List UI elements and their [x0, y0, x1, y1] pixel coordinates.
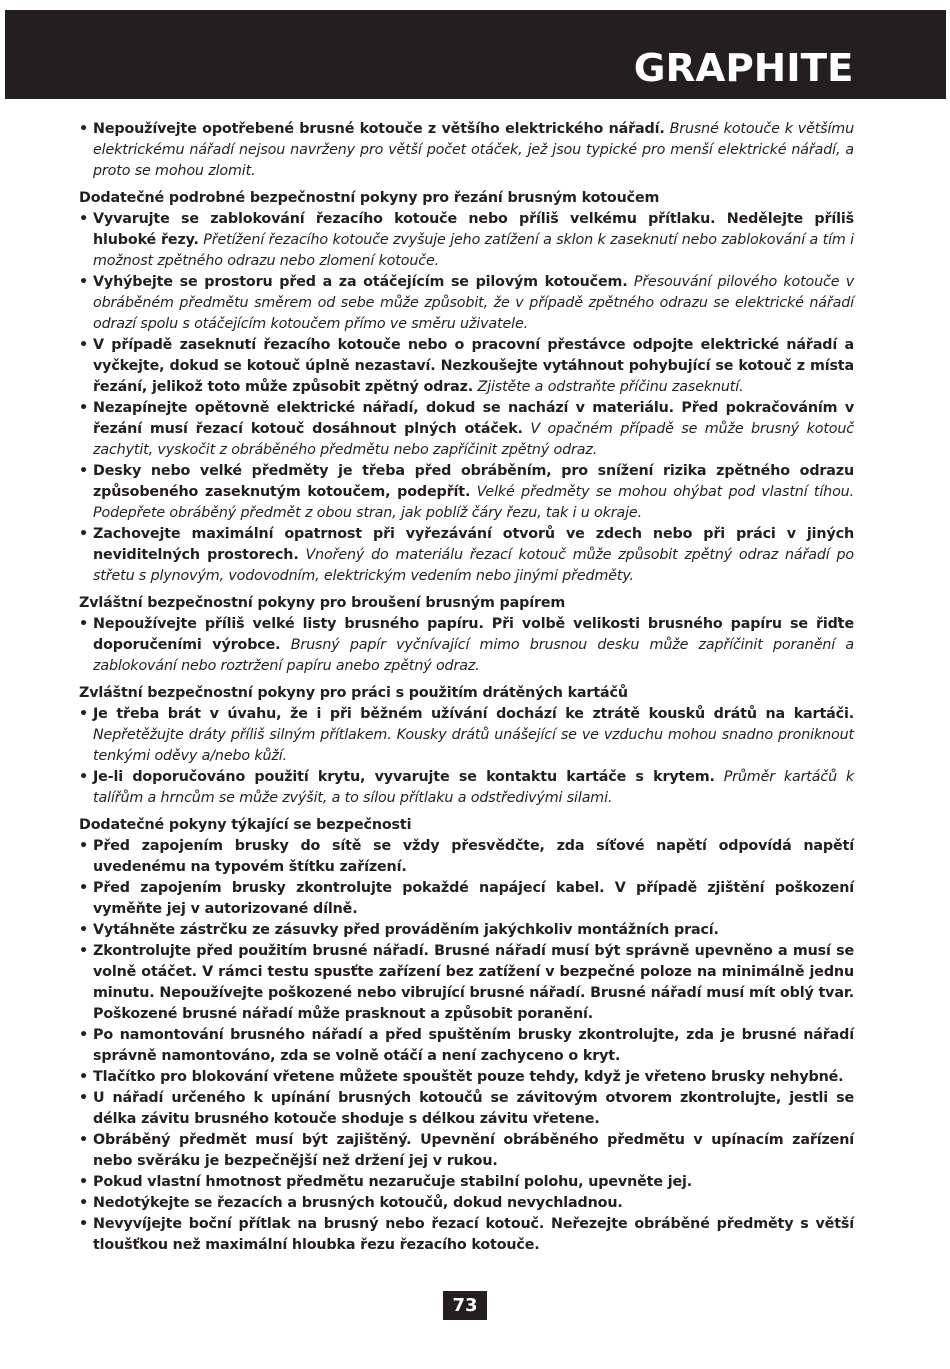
bullet-bold-text: Nedotýkejte se řezacích a brusných kotoučů, dokud nevychladnou. [93, 1195, 623, 1211]
bullet-icon: • [79, 1132, 88, 1148]
bullet-bold-text: Nepoužívejte příliš velké listy brusného papíru. Při volbě velikosti brusného papíru se řiďte doporučeními výrobce. [93, 616, 854, 653]
page-number: 73 [443, 1291, 487, 1320]
bullet-icon: • [79, 769, 88, 785]
bullet-icon: • [79, 463, 88, 479]
bullet-item [79, 920, 854, 941]
bullet-bold-text: Obráběný předmět musí být zajištěný. Upevnění obráběného předmětu v upínacím zařízení nebo svěráku je bezpečnější než držení jej v rukou. [93, 1132, 854, 1169]
bullet-item [79, 209, 854, 272]
bullet-item [79, 614, 854, 677]
bullet-item [79, 704, 854, 767]
bullet-bold-text: Desky nebo velké předměty je třeba před obráběním, pro snížení rizika zpětného odrazu způsobeného zaseknutým kotoučem, podepřít. [93, 463, 854, 500]
bullet-italic-text: Průměr kartáčů k talířům a hrncům se může zvýšit, a to sílou přítlaku a odstředivými silami. [93, 769, 854, 806]
bullet-bold-text: Nezapínejte opětovně elektrické nářadí, dokud se nachází v materiálu. Před pokračováním v řezání musí řezací kotouč dosáhnout plných otáček. [93, 400, 854, 437]
bullet-bold-text: Po namontování brusného nářadí a před spuštěním brusky zkontrolujte, zda je brusné nářadí správně namontováno, zda se volně otáčí a není zachyceno o kryt. [93, 1027, 854, 1064]
bullet-italic-text: Brusné kotouče k většímu elektrickému nářadí nejsou navrženy pro větší počet otáček, jež jsou typické pro menší elektrické nářadí, a proto se mohou zlomit. [93, 121, 854, 179]
bullet-item [79, 1193, 854, 1214]
bullet-italic-text: Nepřetěžujte dráty příliš silným přítlakem. Kousky drátů unášející se ve vzduchu mohou snadno proniknout tenkými oděvy a/nebo kůží. [93, 727, 854, 764]
bullet-item [79, 1088, 854, 1130]
page-header-bar [5, 10, 946, 99]
bullet-italic-text: Přesouvání pilového kotouče v obráběném předmětu směrem od sebe může způsobit, že v případě zpětného odrazu se elektrické nářadí odrazí spolu s otáčejícím kotoučem přímo ve směru uživatele. [93, 274, 855, 332]
bullet-icon: • [79, 1069, 88, 1085]
bullet-item [79, 398, 854, 461]
bullet-bold-text: Vyvarujte se zablokování řezacího kotouče nebo příliš velkému přítlaku. Nedělejte příliš hluboké řezy. [93, 211, 854, 248]
bullet-item [79, 1025, 854, 1067]
section-heading: Zvláštní bezpečnostní pokyny pro broušení brusným papírem [79, 595, 566, 611]
bullet-item [79, 767, 854, 809]
bullet-italic-text: Brusný papír vyčnívající mimo brusnou desku může zapříčinit poranění a zablokování nebo roztržení papíru anebo zpětný odraz. [93, 637, 854, 674]
bullet-item [79, 119, 854, 182]
bullet-bold-text: Vytáhněte zástrčku ze zásuvky před prováděním jakýchkoliv montážních prací. [93, 922, 719, 938]
bullet-icon: • [79, 337, 88, 353]
bullet-italic-text: Přetížení řezacího kotouče zvyšuje jeho zatížení a sklon k zaseknutí nebo zablokování a tím i možnost zpětného odrazu nebo zlomení kotouče. [93, 232, 854, 269]
section-heading: Dodatečné podrobné bezpečnostní pokyny pro řezání brusným kotoučem [79, 190, 660, 206]
bullet-italic-text: V opačném případě se může brusný kotouč zachytit, vyskočit z obráběného předmětu nebo zapříčinit zpětný odraz. [93, 421, 854, 458]
bullet-icon: • [79, 121, 88, 137]
bullet-item [79, 335, 854, 398]
bullet-icon: • [79, 922, 88, 938]
bullet-icon: • [79, 943, 88, 959]
bullet-icon: • [79, 706, 88, 722]
bullet-italic-text: Zjistěte a odstraňte příčinu zaseknutí. [477, 379, 744, 395]
bullet-bold-text: Zachovejte maximální opatrnost při vyřezávání otvorů ve zdech nebo při práci v jiných neviditelných prostorech. [93, 526, 854, 563]
bullet-item [79, 524, 854, 587]
bullet-item [79, 1172, 854, 1193]
bullet-icon: • [79, 880, 88, 896]
bullet-bold-text: Vyhýbejte se prostoru před a za otáčejícím se pilovým kotoučem. [93, 274, 628, 290]
bullet-bold-text: V případě zaseknutí řezacího kotouče nebo o pracovní přestávce odpojte elektrické nářadí a vyčkejte, dokud se kotouč úplně nezastaví. Nezkoušejte vytáhnout pohybující se kotouč z místa řezání, jelikož toto může způsobit zpětný odraz. [93, 337, 854, 395]
bullet-bold-text: Před zapojením brusky zkontrolujte pokaždé napájecí kabel. V případě zjištění poškození vyměňte jej v autorizované dílně. [93, 880, 854, 917]
bullet-bold-text: U nářadí určeného k upínání brusných kotoučů se závitovým otvorem zkontrolujte, jestli se délka závitu brusného kotouče shoduje s délkou závitu vřetene. [93, 1090, 854, 1127]
bullet-icon: • [79, 526, 88, 542]
bullet-item [79, 272, 854, 335]
bullet-bold-text: Nepoužívejte opotřebené brusné kotouče z většího elektrického nářadí. [93, 121, 665, 137]
bullet-italic-text: Vnořený do materiálu řezací kotouč může způsobit zpětný odraz nářadí po střetu s plynovým, vodovodním, elektrickým vedením nebo jinými předměty. [93, 547, 854, 584]
bullet-icon: • [79, 838, 88, 854]
bullet-icon: • [79, 1174, 88, 1190]
bullet-item [79, 941, 854, 1025]
bullet-item [79, 1130, 854, 1172]
bullet-icon: • [79, 1195, 88, 1211]
bullet-bold-text: Je třeba brát v úvahu, že i při běžném užívání dochází ke ztrátě kousků drátů na kartáči. [93, 706, 854, 722]
bullet-bold-text: Tlačítko pro blokování vřetene můžete spouštět pouze tehdy, když je vřeteno brusky nehybné. [93, 1069, 844, 1085]
bullet-icon: • [79, 274, 88, 290]
bullet-icon: • [79, 616, 88, 632]
section-heading: Zvláštní bezpečnostní pokyny pro práci s použitím drátěných kartáčů [79, 685, 628, 701]
bullet-item [79, 878, 854, 920]
bullet-bold-text: Nevyvíjejte boční přítlak na brusný nebo řezací kotouč. Neřezejte obráběné předměty s větší tloušťkou než maximální hloubka řezu řezacího kotouče. [93, 1216, 854, 1253]
bullet-icon: • [79, 1216, 88, 1232]
bullet-icon: • [79, 1090, 88, 1106]
bullet-item [79, 1214, 854, 1256]
bullet-icon: • [79, 211, 88, 227]
bullet-icon: • [79, 1027, 88, 1043]
bullet-bold-text: Je-li doporučováno použití krytu, vyvarujte se kontaktu kartáče s krytem. [93, 769, 715, 785]
bullet-icon: • [79, 400, 88, 416]
bullet-bold-text: Před zapojením brusky do sítě se vždy přesvědčte, zda síťové napětí odpovídá napětí uvedenému na typovém štítku zařízení. [93, 838, 854, 875]
graphite-logo: GRAPHITE [634, 46, 854, 90]
bullet-item [79, 1067, 854, 1088]
bullet-italic-text: Velké předměty se mohou ohýbat pod vlastní tíhou. Podepřete obráběný předmět z obou stran, jak poblíž čáry řezu, tak i u okraje. [93, 484, 854, 521]
bullet-item [79, 836, 854, 878]
document-body [79, 119, 854, 1256]
bullet-item [79, 461, 854, 524]
bullet-bold-text: Pokud vlastní hmotnost předmětu nezaručuje stabilní polohu, upevněte jej. [93, 1174, 693, 1190]
bullet-bold-text: Zkontrolujte před použitím brusné nářadí. Brusné nářadí musí být správně upevněno a musí se volně otáčet. V rámci testu spusťte zařízení bez zatížení v bezpečné poloze na minimálně jednu minutu. Nepoužívejte poškozené nebo vibrující brusné nářadí. Brusné nářadí musí mít oblý tvar. Poškozené brusné nářadí může prasknout a způsobit poranění. [93, 943, 854, 1022]
section-heading: Dodatečné pokyny týkající se bezpečnosti [79, 817, 412, 833]
